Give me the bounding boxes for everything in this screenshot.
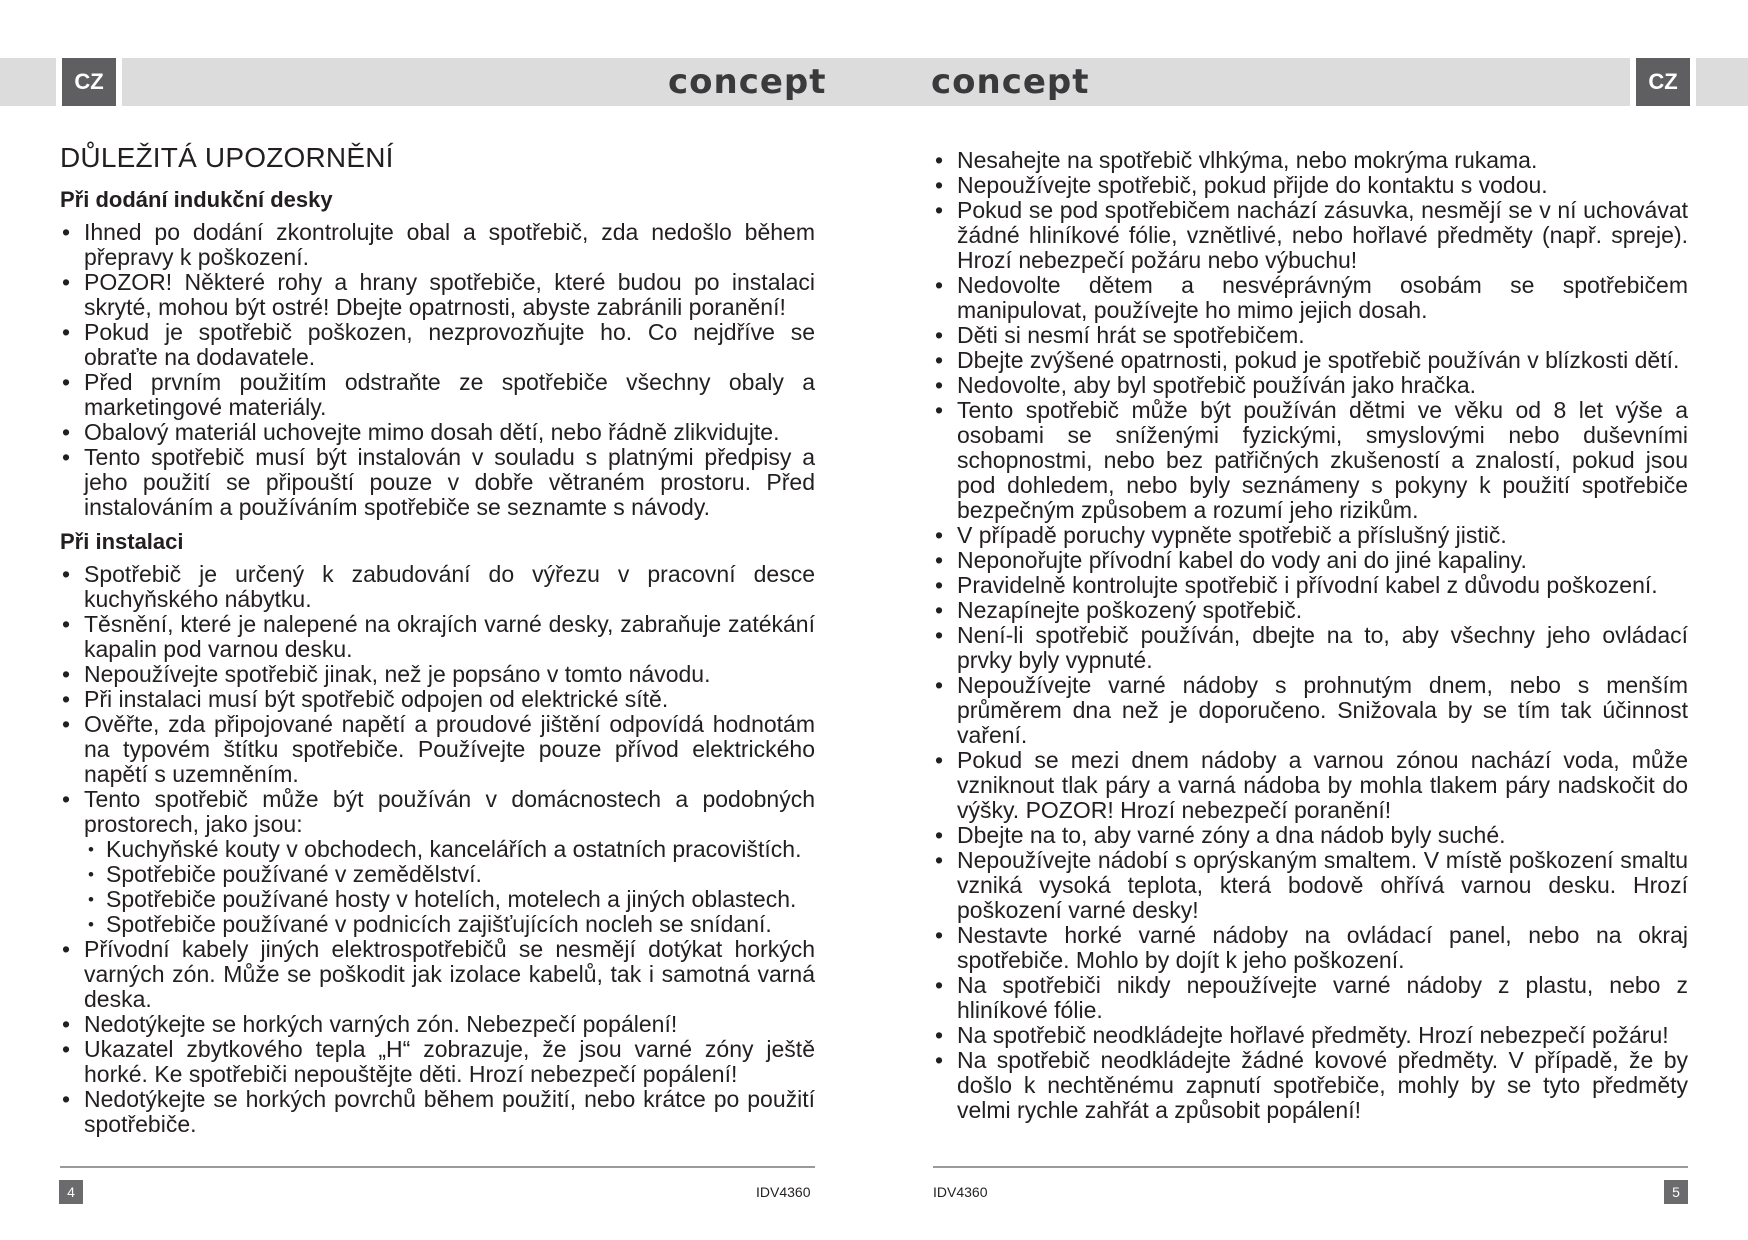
list-item: • Pravidelně kontrolujte spotřebič i přívodní kabel z důvodu poškození. (933, 573, 1688, 598)
list-item: • Na spotřebiči nikdy nepoužívejte varné nádoby z plastu, nebo z hliníkové fólie. (933, 973, 1688, 1023)
list-item: • Dbejte na to, aby varné zóny a dna nádob byly suché. (933, 823, 1688, 848)
household-intro: Tento spotřebič může být používán v domácnostech a podobných prostorech, jako jsou: (84, 786, 815, 837)
list-item: • Pokud se pod spotřebičem nachází zásuvka, nesmějí se v ní uchovávat žádné hliníkové fólie, vznětlivé, nebo hořlavé předměty (např. spreje). Hrozí nebezpečí požáru nebo výbuchu! (933, 198, 1688, 273)
list-item: • Nepoužívejte spotřebič jinak, než je popsáno v tomto návodu. (60, 662, 815, 687)
sub-list-item: • Spotřebiče používané v podnicích zajišťujících nocleh se snídaní. (84, 912, 815, 937)
list-item: • Dbejte zvýšené opatrnosti, pokud je spotřebič používán v blízkosti dětí. (933, 348, 1688, 373)
footer-rule-left (60, 1166, 815, 1168)
list-item: • Tento spotřebič musí být instalován v souladu s platnými předpisy a jeho použití se připouští pouze v dobře větraném prostoru. Před instalováním a používáním spotřebiče se seznamte s návody. (60, 445, 815, 520)
list-item: • Nepoužívejte spotřebič, pokud přijde do kontaktu s vodou. (933, 173, 1688, 198)
list-item: • Ihned po dodání zkontrolujte obal a spotřebič, zda nedošlo během přepravy k poškození. (60, 220, 815, 270)
right-page-column (933, 148, 1688, 1127)
sub-list-item: • Spotřebiče používané hosty v hotelích, motelech a jiných oblastech. (84, 887, 815, 912)
list-item: • Nezapínejte poškozený spotřebič. (933, 598, 1688, 623)
page-number-right: 5 (1664, 1180, 1688, 1204)
list-item: • Přívodní kabely jiných elektrospotřebičů se nesmějí dotýkat horkých varných zón. Může se poškodit jak izolace kabelů, tak i samotná varná deska. (60, 937, 815, 1012)
list-item: • Neponořujte přívodní kabel do vody ani do jiné kapaliny. (933, 548, 1688, 573)
language-badge-right: CZ (1630, 58, 1696, 106)
list-item: • Nedovolte, aby byl spotřebič používán jako hračka. (933, 373, 1688, 398)
installation-list (60, 562, 815, 1137)
list-item: • Nedovolte dětem a nesvéprávným osobám se spotřebičem manipulovat, používejte ho mimo jejich dosah. (933, 273, 1688, 323)
list-item: • V případě poruchy vypněte spotřebič a příslušný jistič. (933, 523, 1688, 548)
sub-list-item: • Kuchyňské kouty v obchodech, kancelářích a ostatních pracovištích. (84, 837, 815, 862)
model-code-right: IDV4360 (933, 1184, 988, 1200)
delivery-list (60, 220, 815, 520)
list-item: • Na spotřebič neodkládejte žádné kovové předměty. V případě, že by došlo k nechtěnému zapnutí spotřebiče, mohly by se tyto předměty velmi rychle zahřát a způsobit popálení! (933, 1048, 1688, 1123)
list-item: • Nedotýkejte se horkých povrchů během použití, nebo krátce po použití spotřebiče. (60, 1087, 815, 1137)
list-item: • Ověřte, zda připojované napětí a proudové jištění odpovídá hodnotám na typovém štítku spotřebiče. Používejte pouze přívod elektrického napětí s uzemněním. (60, 712, 815, 787)
list-item: • Ukazatel zbytkového tepla „H“ zobrazuje, že jsou varné zóny ještě horké. Ke spotřebiči nepouštějte děti. Hrozí nebezpečí popálení! (60, 1037, 815, 1087)
brand-logo-right: concept (931, 62, 1090, 102)
list-item: • Není-li spotřebič používán, dbejte na to, aby všechny jeho ovládací prvky byly vypnuté. (933, 623, 1688, 673)
list-item-household (60, 787, 815, 937)
sub-list-item: • Spotřebiče používané v zemědělství. (84, 862, 815, 887)
household-sublist (84, 837, 815, 937)
list-item: • Na spotřebič neodkládejte hořlavé předměty. Hrozí nebezpečí požáru! (933, 1023, 1688, 1048)
list-item: • Pokud se mezi dnem nádoby a varnou zónou nachází voda, může vzniknout tlak páry a varná nádoba by mohla tlakem páry nadskočit do výšky. POZOR! Hrozí nebezpečí poranění! (933, 748, 1688, 823)
language-badge-left: CZ (56, 58, 122, 106)
list-item: • Nedotýkejte se horkých varných zón. Nebezpečí popálení! (60, 1012, 815, 1037)
footer-rule-right (933, 1166, 1688, 1168)
list-item: • Nepoužívejte nádobí s oprýskaným smaltem. V místě poškození smaltu vzniká vysoká teplota, která bodově ohřívá varnou desku. Hrozí poškození varné desky! (933, 848, 1688, 923)
list-item: • Spotřebič je určený k zabudování do výřezu v pracovní desce kuchyňského nábytku. (60, 562, 815, 612)
page-number-left: 4 (59, 1180, 83, 1204)
section-heading-delivery: Při dodání indukční desky (60, 187, 333, 212)
list-item: • Děti si nesmí hrát se spotřebičem. (933, 323, 1688, 348)
section-heading-installation: Při instalaci (60, 529, 184, 554)
list-item: • Těsnění, které je nalepené na okrajích varné desky, zabraňuje zatékání kapalin pod varnou desku. (60, 612, 815, 662)
brand-logo-left: concept (668, 62, 827, 102)
list-item: • Pokud je spotřebič poškozen, nezprovozňujte ho. Co nejdříve se obraťte na dodavatele. (60, 320, 815, 370)
model-code-left: IDV4360 (756, 1184, 811, 1200)
left-page-column (60, 140, 815, 1141)
safety-list (933, 148, 1688, 1123)
list-item: • Tento spotřebič může být používán dětmi ve věku od 8 let výše a osobami se sníženými fyzickými, smyslovými nebo duševními schopnostmi, nebo bez patřičných zkušeností a znalostí, pokud jsou pod dohledem, nebo byly seznámeny s pokyny k použití spotřebiče bezpečným způsobem a rozumí jeho rizikům. (933, 398, 1688, 523)
list-item: • POZOR! Některé rohy a hrany spotřebiče, které budou po instalaci skryté, mohou být ostré! Dbejte opatrnosti, abyste zabránili poranění! (60, 270, 815, 320)
list-item: • Při instalaci musí být spotřebič odpojen od elektrické sítě. (60, 687, 815, 712)
list-item: • Nestavte horké varné nádoby na ovládací panel, nebo na okraj spotřebiče. Mohlo by dojít k jeho poškození. (933, 923, 1688, 973)
page-title: DŮLEŽITÁ UPOZORNĚNÍ (60, 142, 394, 173)
list-item: • Obalový materiál uchovejte mimo dosah dětí, nebo řádně zlikvidujte. (60, 420, 815, 445)
list-item: • Nesahejte na spotřebič vlhkýma, nebo mokrýma rukama. (933, 148, 1688, 173)
list-item: • Nepoužívejte varné nádoby s prohnutým dnem, nebo s menším průměrem dna než je doporučeno. Snižovala by se tím tak účinnost vaření. (933, 673, 1688, 748)
list-item: • Před prvním použitím odstraňte ze spotřebiče všechny obaly a marketingové materiály. (60, 370, 815, 420)
